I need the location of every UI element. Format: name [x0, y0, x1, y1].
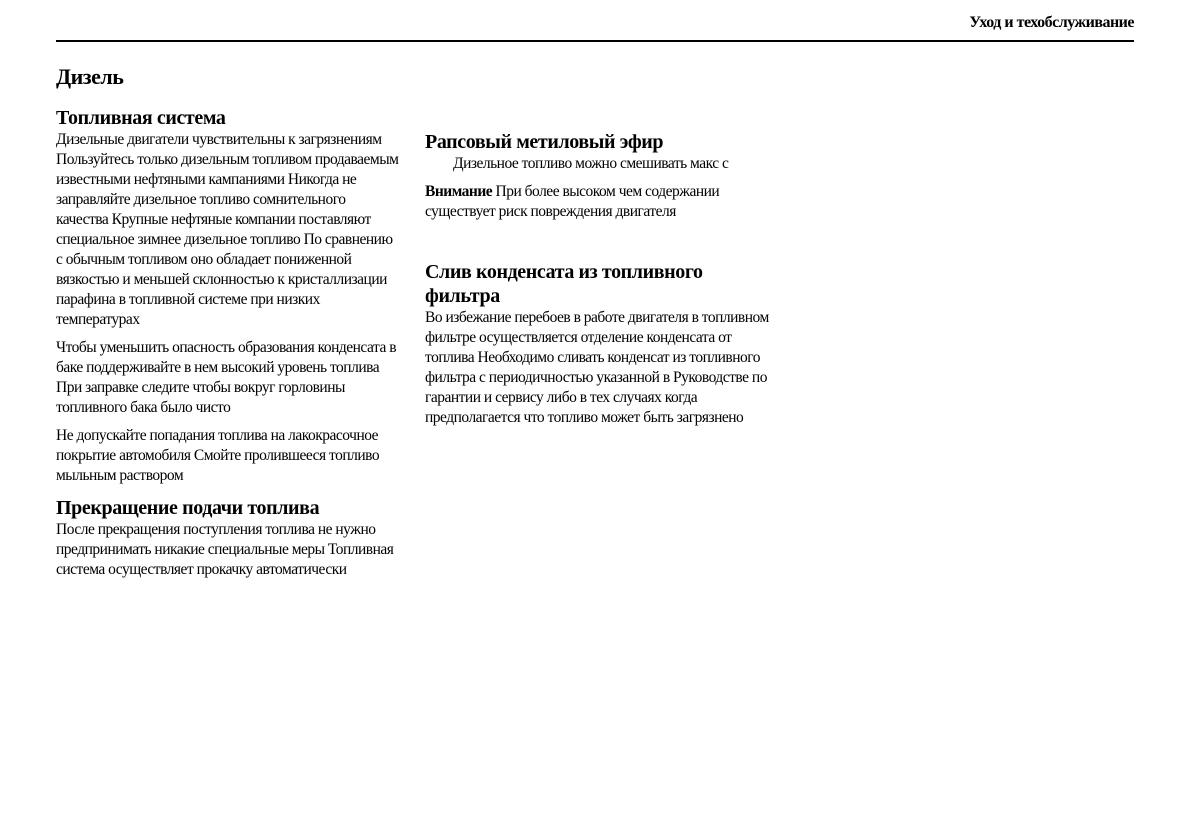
fuel-cutoff-paragraph: После прекращения поступления топлива не нужно предпринимать никакие специальные меры Топливная система осуществляет прокачку автоматически	[56, 521, 394, 578]
rme-heading: Рапсовый метиловый эфир	[425, 131, 664, 153]
left-column	[56, 106, 401, 580]
condensate-drain-paragraph: Во избежание перебоев в работе двигателя в топливном фильтре осуществляется отделение конденсата от топлива Необходимо сливать конденсат из топливного фильтра с периодичностью указанной в Руководстве по гарантии и сервису либо в тех случаях когда предполагается что топливо может быть загрязнено	[425, 309, 769, 426]
fuel-system-paragraph-2: Чтобы уменьшить опасность образования конденсата в баке поддерживайте в нем высокий уровень топлива При заправке следите чтобы вокруг горловины топливного бака было чисто	[56, 339, 397, 416]
warning-text-b: существует риск повреждения двигателя	[425, 203, 676, 220]
header-rule	[56, 40, 1134, 42]
fuel-system-paragraph-1: Дизельные двигатели чувствительны к загрязнениям Пользуйтесь только дизельным топливом продаваемым известными нефтяными кампаниями Никогда не заправляйте дизельное топливо сомнительного качества Крупные нефтяные компании поставляют специальное зимнее дизельное топливо По сравнению с обычным топливом оно обладает пониженной вязкостью и меньшей склонностью к кристаллизации парафина в топливной системе при низких температурах	[56, 131, 399, 328]
right-column	[425, 130, 770, 428]
fuel-cutoff-heading: Прекращение подачи топлива	[56, 497, 320, 519]
condensate-drain-heading: Слив конденсата из топливного фильтра	[425, 261, 703, 307]
fuel-system-paragraph-3: Не допускайте попадания топлива на лакокрасочное покрытие автомобиля Смойте пролившееся топливо мыльным раствором	[56, 427, 380, 484]
warning-text-a: При более высоком чем содержании	[495, 183, 720, 200]
warning-label: Внимание	[425, 183, 493, 200]
rme-paragraph: Дизельное топливо можно смешивать макс с	[453, 155, 729, 172]
section-title: Уход и техобслуживание	[969, 14, 1134, 31]
fuel-system-heading: Топливная система	[56, 107, 226, 129]
page-title: Дизель	[56, 64, 124, 89]
warning-paragraph	[425, 182, 770, 222]
